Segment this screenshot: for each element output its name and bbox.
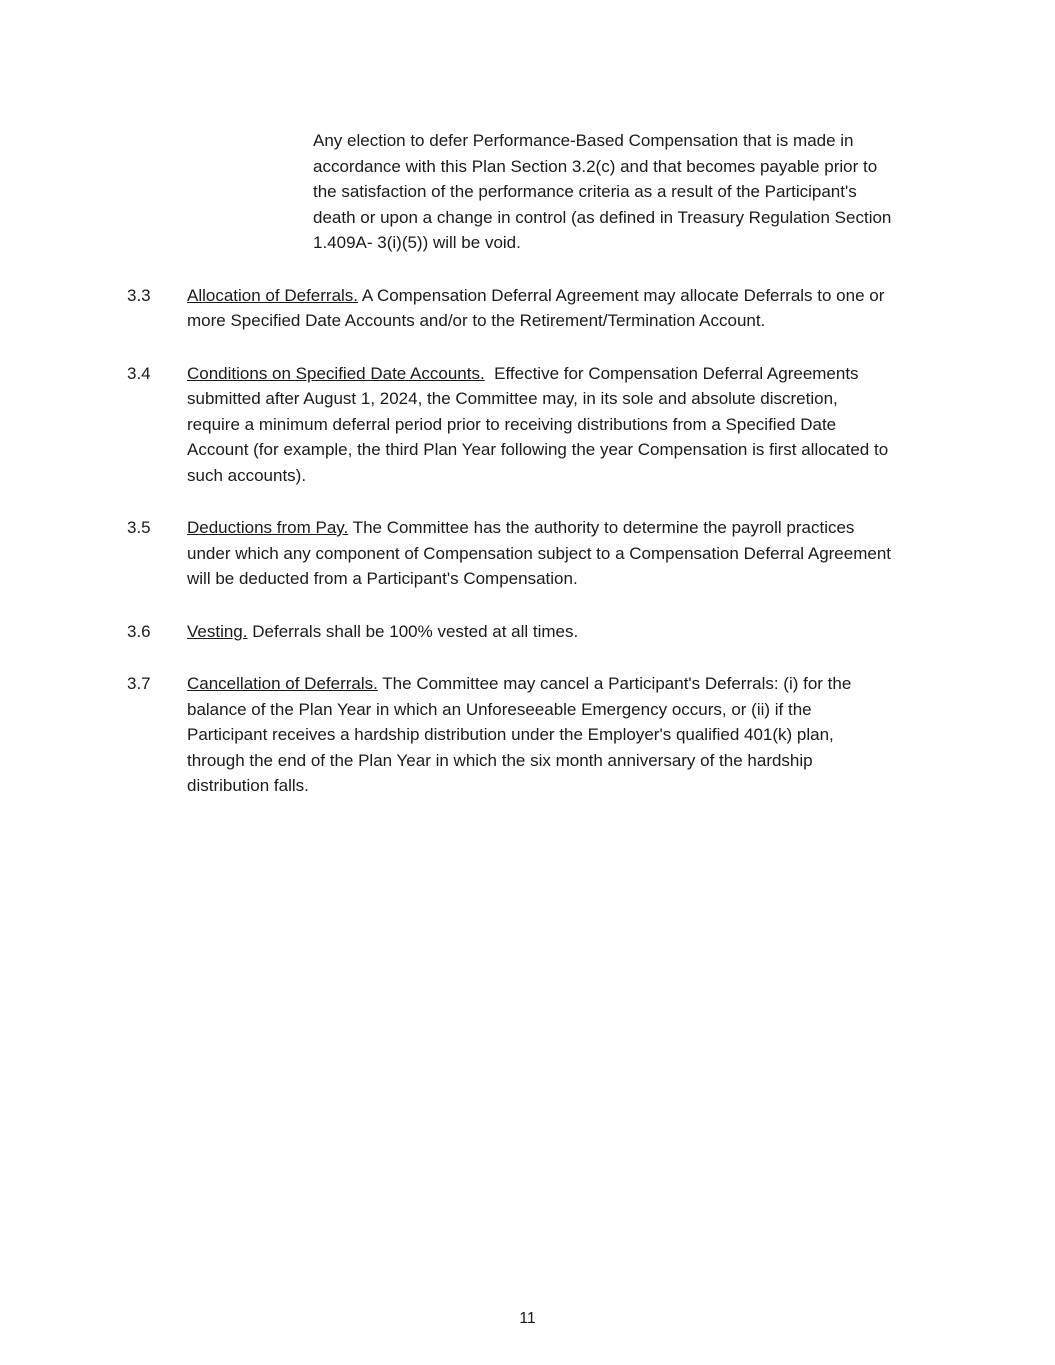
section-body: The Committee may cancel a Participant's Deferrals: (i) for the balance of the Plan Year in which an Unforeseeable Emergency occurs, or (ii) if the Participant receives a hardship distribution under the Employer's qualified 401(k) plan, through the end of the Plan Year in which the six month anniversary of the hardship distribution falls.: [187, 674, 852, 795]
page-number: 11: [519, 1309, 536, 1327]
section-number: 3.7: [127, 674, 151, 693]
section-heading: Conditions on Specified Date Accounts.: [187, 363, 485, 383]
section-heading: Deductions from Pay.: [187, 518, 349, 537]
section-number: 3.6: [127, 621, 151, 641]
section-3-4: [127, 361, 893, 489]
section-body: The Committee has the authority to determine the payroll practices under which any component of Compensation subject to a Compensation Deferral Agreement will be deducted from a Participant's Compensation.: [187, 518, 892, 588]
section-3-7: [127, 671, 893, 799]
section-number: 3.4: [127, 363, 151, 383]
intro-block: [313, 128, 893, 256]
section-3-3: [127, 283, 893, 334]
section-paragraph: [187, 515, 893, 592]
section-3-6: [127, 619, 893, 645]
section-heading: Cancellation of Deferrals.: [187, 674, 378, 693]
section-heading: Allocation of Deferrals.: [187, 285, 359, 305]
section-number: 3.5: [127, 518, 151, 537]
section-3-5: [127, 515, 893, 592]
section-number: 3.3: [127, 285, 151, 305]
section-body: Deferrals shall be 100% vested at all times.: [252, 621, 579, 641]
section-body: A Compensation Deferral Agreement may allocate Deferrals to one or more Specified Date Accounts and/or to the Retirement/Termination Account.: [187, 285, 885, 330]
section-paragraph: [187, 619, 893, 645]
section-body: Effective for Compensation Deferral Agreements submitted after August 1, 2024, the Committee may, in its sole and absolute discretion, require a minimum deferral period prior to receiving distributions from a Specified Date Account (for example, the third Plan Year following the year Compensation is first allocated to such accounts).: [187, 363, 889, 485]
intro-paragraph: Any election to defer Performance-Based Compensation that is made in accordance with this Plan Section 3.2(c) and that becomes payable prior to the satisfaction of the performance criteria as a result of the Participant's death or upon a change in control (as defined in Treasury Regulation Section 1.409A- 3(i)(5)) will be void.: [313, 131, 892, 252]
section-heading: Vesting.: [187, 621, 248, 641]
section-paragraph: [187, 283, 893, 334]
section-paragraph: [187, 671, 893, 799]
section-paragraph: [187, 361, 893, 489]
